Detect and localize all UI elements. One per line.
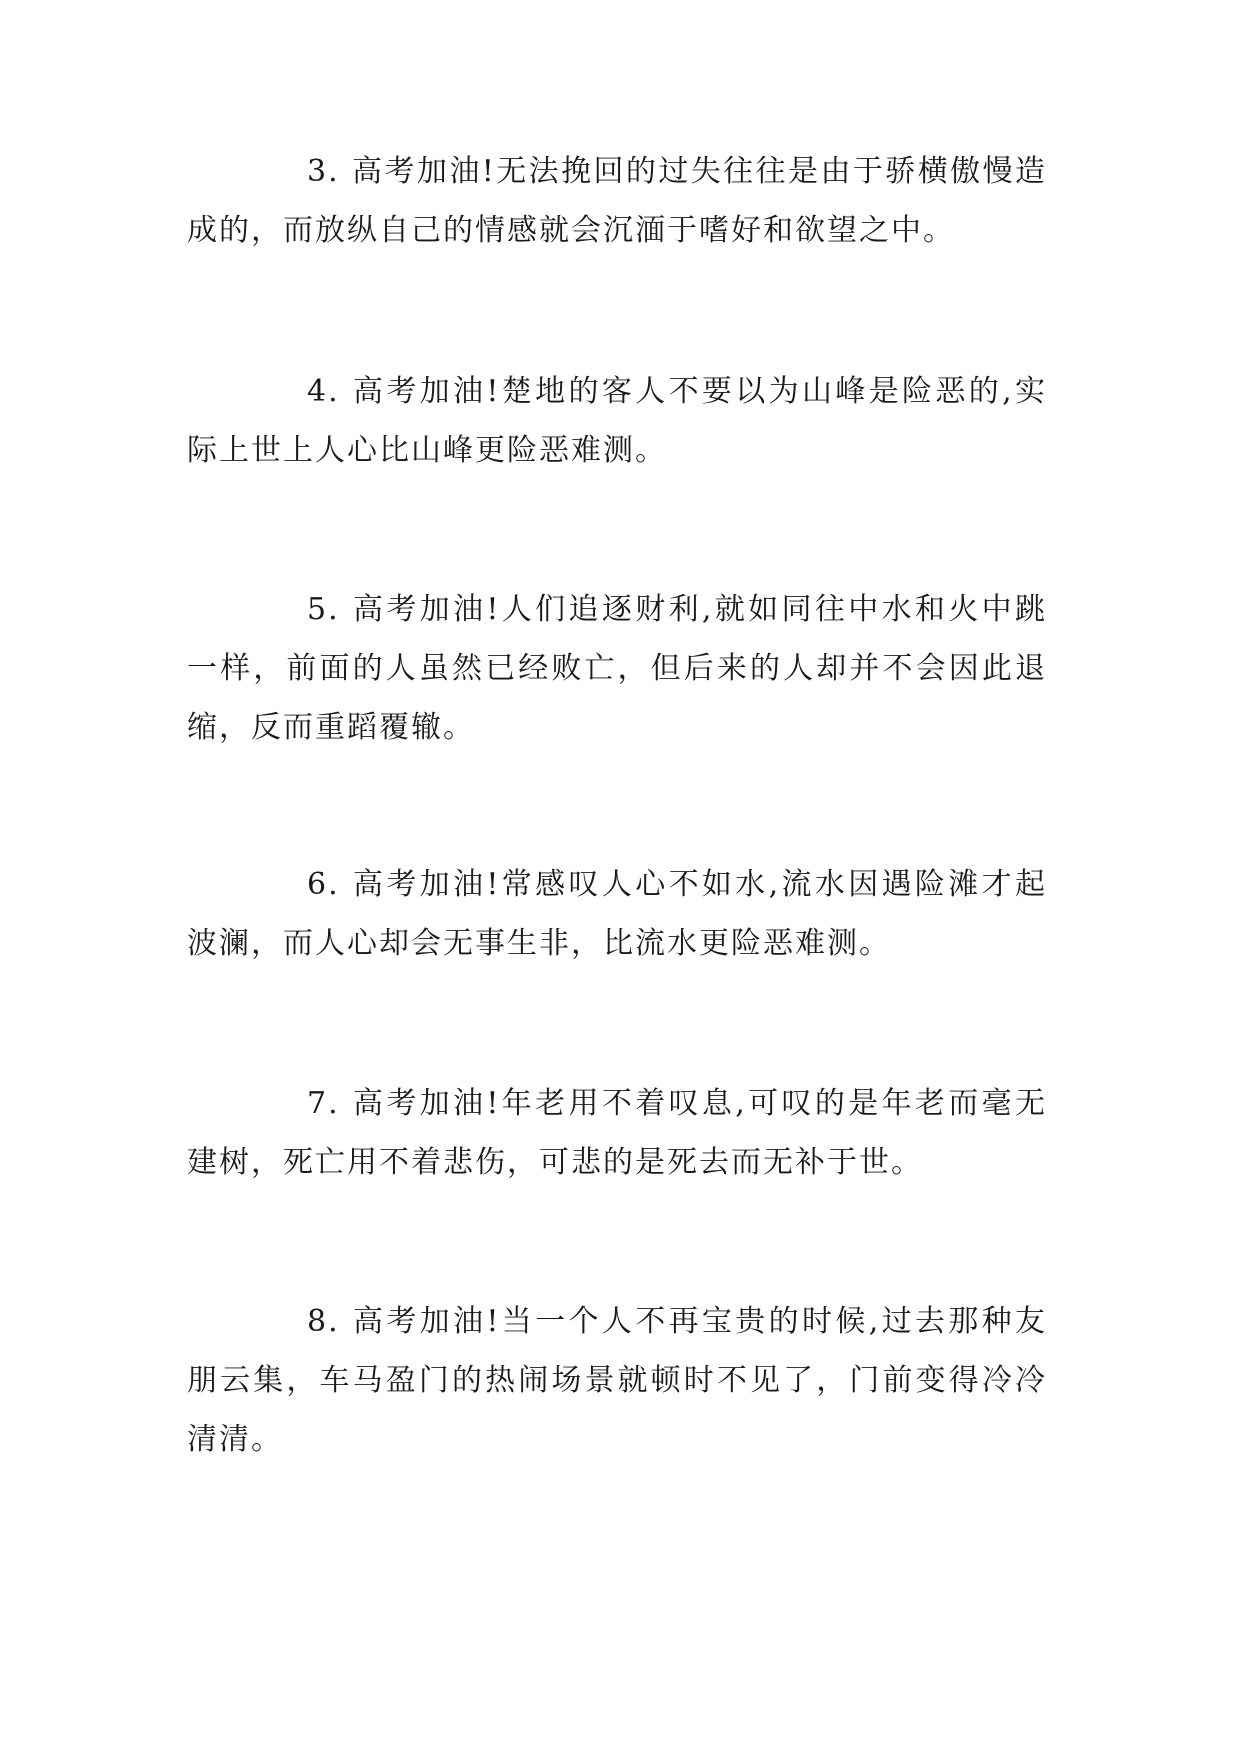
paragraph-number: 6. [307, 867, 340, 902]
paragraph-8 [187, 1292, 1047, 1469]
paragraph-text: 高考加油!楚地的客人不要以为山峰是险恶的,实际上世上人心比山峰更险恶难测。 [187, 374, 1047, 468]
paragraph-number: 4. [307, 374, 340, 409]
paragraph-number: 5. [307, 592, 340, 627]
paragraph-number: 8. [307, 1304, 340, 1339]
paragraph-text: 高考加油!人们追逐财利,就如同往中水和火中跳一样，前面的人虽然已经败亡，但后来的人却并不会因此退缩，反而重蹈覆辙。 [187, 592, 1047, 745]
paragraph-3 [187, 142, 1047, 260]
paragraph-number: 3. [307, 154, 340, 189]
paragraph-text: 高考加油!无法挽回的过失往往是由于骄横傲慢造成的，而放纵自己的情感就会沉湎于嗜好和欲望之中。 [187, 154, 1047, 248]
paragraph-5 [187, 580, 1047, 757]
paragraph-text: 高考加油!年老用不着叹息,可叹的是年老而毫无建树，死亡用不着悲伤，可悲的是死去而无补于世。 [187, 1086, 1047, 1180]
paragraph-text: 高考加油!常感叹人心不如水,流水因遇险滩才起波澜，而人心却会无事生非，比流水更险恶难测。 [187, 867, 1047, 961]
paragraph-number: 7. [307, 1086, 340, 1121]
paragraph-4 [187, 362, 1047, 480]
paragraph-text: 高考加油!当一个人不再宝贵的时候,过去那种友朋云集，车马盈门的热闹场景就顿时不见了，门前变得冷冷清清。 [187, 1304, 1047, 1457]
paragraph-6 [187, 855, 1047, 973]
paragraph-7 [187, 1074, 1047, 1192]
